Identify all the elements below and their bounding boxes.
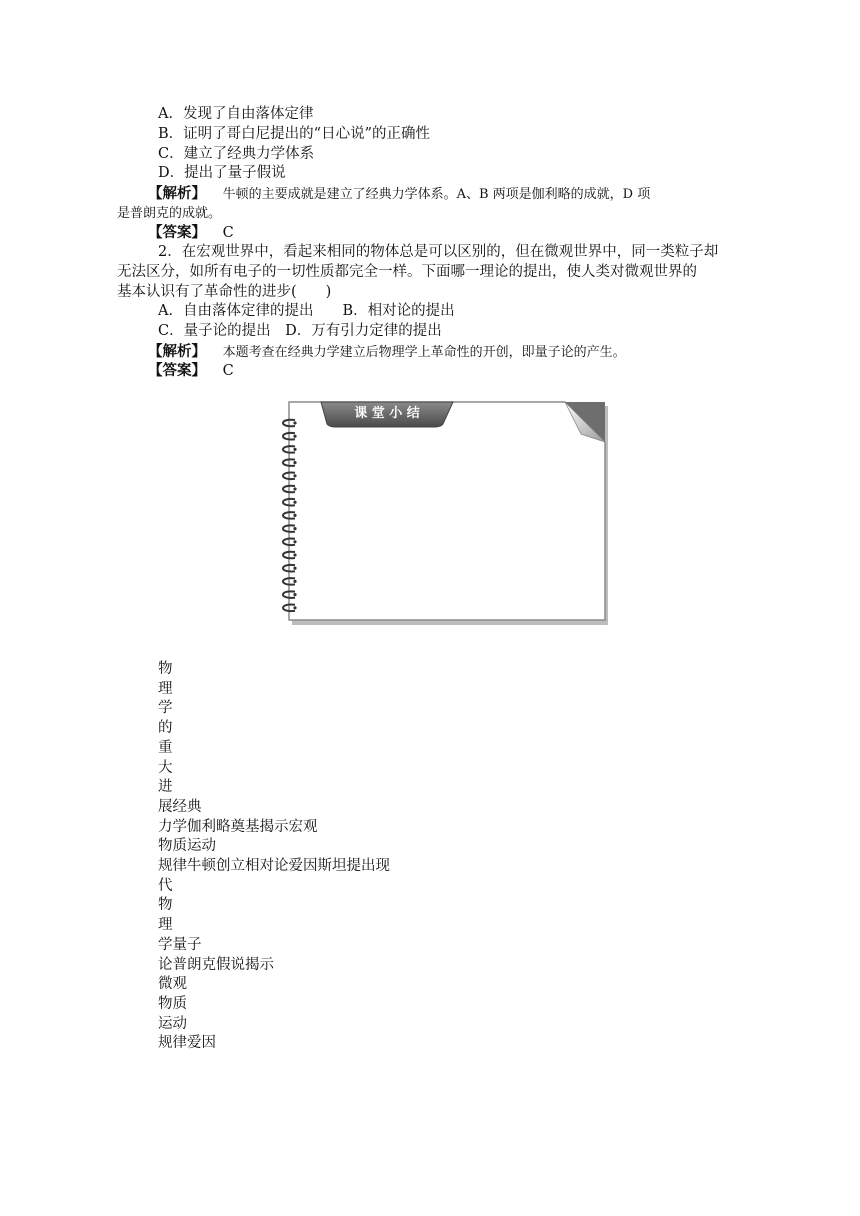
answer-label: 【答案】 — [148, 224, 206, 241]
q2-analysis — [148, 342, 626, 362]
summary-notebook — [281, 398, 611, 628]
summary-line: 进 — [158, 779, 173, 796]
q2-options-row1: A．自由落体定律的提出 B．相对论的提出 — [158, 303, 455, 319]
q2-stem-2: 无法区分，如所有电子的一切性质都完全一样。下面哪一理论的提出，使人类对微观世界的 — [117, 264, 697, 280]
ring-hole — [293, 421, 296, 424]
ring-hole — [293, 435, 296, 438]
analysis-label: 【解析】 — [148, 185, 206, 202]
summary-line: 微观 — [158, 976, 187, 993]
summary-line: 运动 — [158, 1015, 187, 1032]
summary-line: 展经典 — [158, 798, 202, 815]
answer-label: 【答案】 — [148, 362, 206, 379]
q2-stem-1: 2．在宏观世界中，看起来相同的物体总是可以区别的，但在微观世界中，同一类粒子却 — [158, 244, 719, 260]
q1-option-a: A．发现了自由落体定律 — [158, 106, 314, 122]
ring-hole — [293, 487, 296, 490]
summary-line: 大 — [158, 759, 173, 776]
summary-line: 代 — [158, 877, 173, 894]
analysis-text: 本题考查在经典力学建立后物理学上革命性的开创，即量子论的产生。 — [222, 345, 626, 360]
summary-line: 理 — [158, 917, 173, 934]
summary-line: 规律爱因 — [158, 1035, 216, 1052]
q1-analysis — [148, 184, 650, 204]
ring-hole — [293, 527, 296, 530]
ring-hole — [293, 580, 296, 583]
ring-hole — [293, 606, 296, 609]
summary-line: 理 — [158, 680, 173, 697]
analysis-text: 牛顿的主要成就是建立了经典力学体系。A、B 两项是伽利略的成就，D 项 — [222, 187, 651, 202]
summary-line: 学 — [158, 700, 173, 717]
q1-option-b: B．证明了哥白尼提出的“日心说”的正确性 — [158, 126, 430, 142]
ring-hole — [293, 461, 296, 464]
summary-line: 重 — [158, 739, 173, 756]
summary-line: 论普朗克假说揭示 — [158, 956, 274, 973]
summary-title: 课 堂 小 结 — [354, 406, 420, 421]
summary-line: 物 — [158, 661, 173, 677]
q1-answer — [148, 223, 234, 243]
ring-hole — [293, 514, 296, 517]
ring-hole — [293, 567, 296, 570]
summary-line: 的 — [158, 720, 173, 737]
ring-hole — [293, 474, 296, 477]
ring-hole — [293, 553, 296, 556]
summary-line: 学量子 — [158, 936, 202, 953]
notebook-graphic — [281, 398, 611, 628]
ring-hole — [293, 540, 296, 543]
summary-line: 物质 — [158, 995, 187, 1012]
ring-hole — [293, 501, 296, 504]
q1-option-c: C．建立了经典力学体系 — [158, 146, 315, 162]
q1-analysis-cont: 是普朗克的成就。 — [117, 206, 222, 221]
q2-options-row2: C．量子论的提出 D．万有引力定律的提出 — [158, 323, 442, 339]
q2-answer — [148, 361, 234, 381]
ring-hole — [293, 593, 296, 596]
q1-option-d: D．提出了量子假说 — [158, 165, 286, 181]
analysis-label: 【解析】 — [148, 343, 206, 360]
ring-hole — [293, 448, 296, 451]
summary-line: 物质运动 — [158, 838, 216, 855]
answer-value: C — [222, 225, 234, 241]
q2-stem-3: 基本认识有了革命性的进步( ) — [117, 284, 332, 300]
summary-line: 规律牛顿创立相对论爱因斯坦提出现 — [158, 858, 390, 874]
answer-value: C — [222, 363, 234, 379]
summary-line: 力学伽利略奠基揭示宏观 — [158, 818, 318, 835]
summary-line: 物 — [158, 897, 173, 914]
